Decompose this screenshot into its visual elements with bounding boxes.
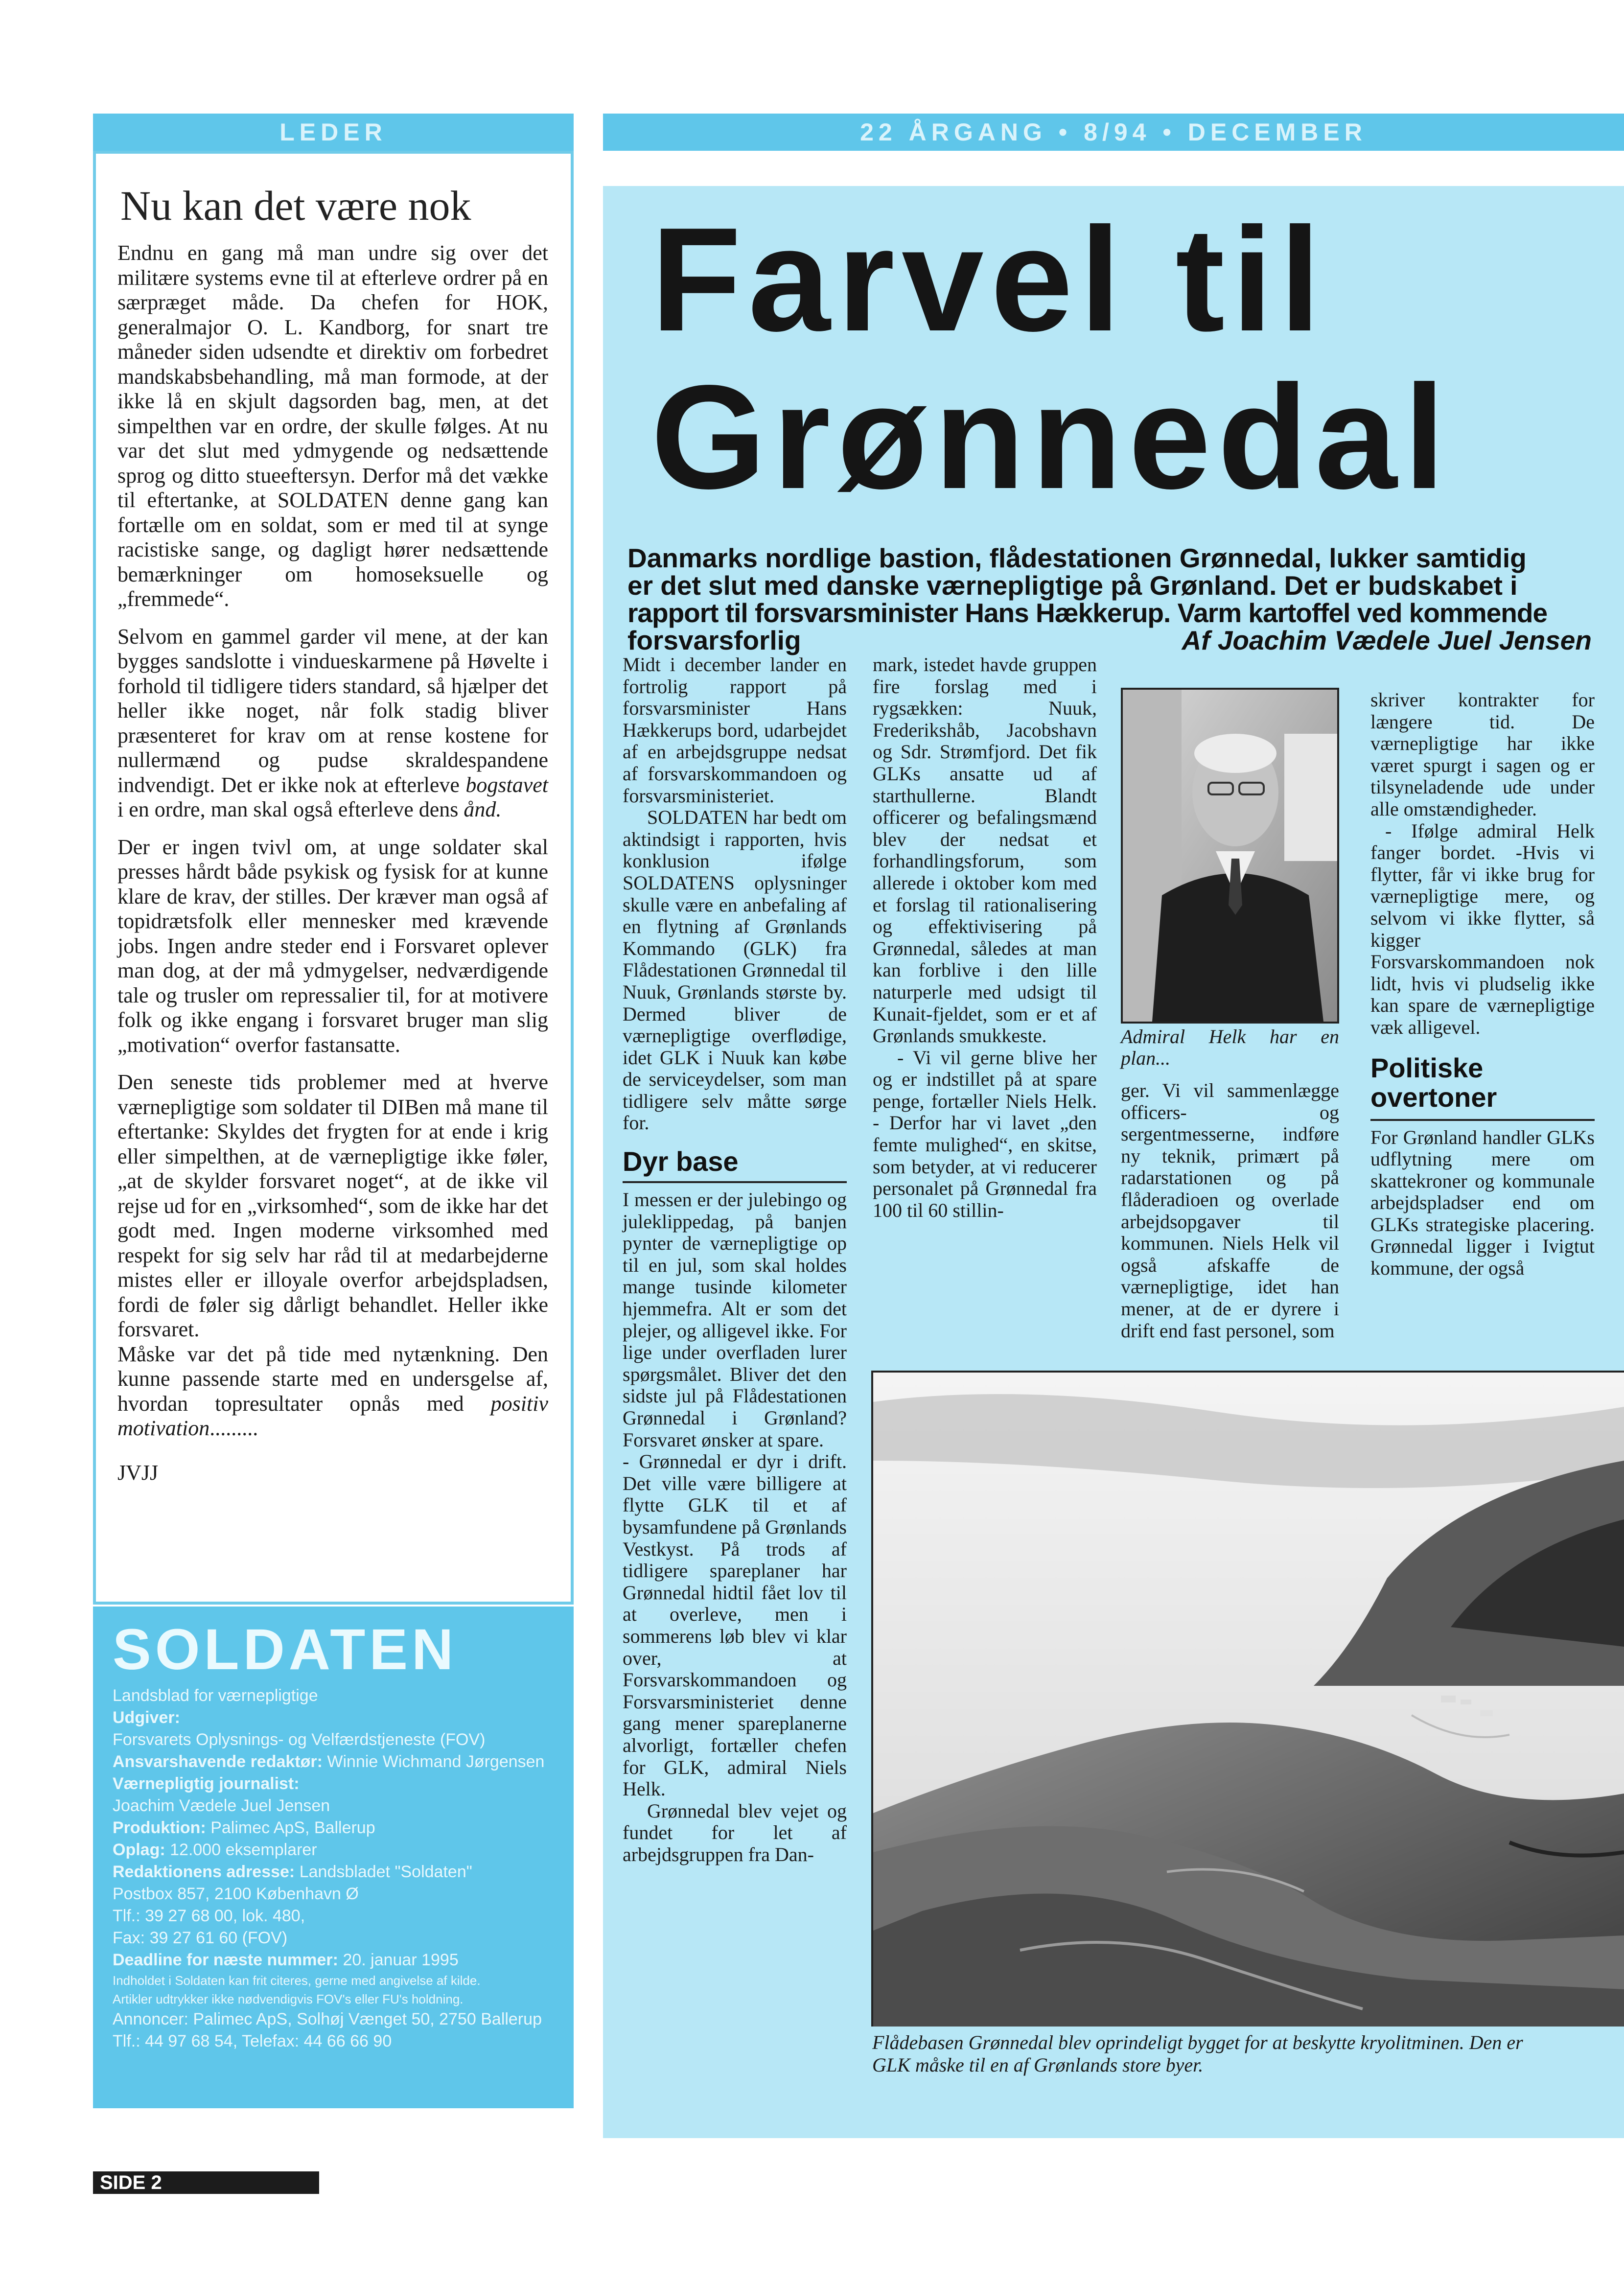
masthead-postbox: Postbox 857, 2100 København Ø (113, 1885, 359, 1903)
lead-line-1: Danmarks nordlige bastion, flådestationen Grønnedal, lukker samtidig (627, 543, 1527, 573)
leader-signature: JVJJ (117, 1460, 159, 1485)
leader-band-label: LEDER (279, 118, 387, 146)
article-column-3 (1121, 1080, 1339, 1342)
article-c1-p5: Grønnedal blev vejet og fundet for let af arbejdsgruppen fra Dan- (623, 1799, 847, 1865)
masthead-journalist: Joachim Vædele Juel Jensen (113, 1796, 330, 1815)
landscape-caption-line-1: Flådebasen Grønnedal blev oprindeligt bygget for at beskytte kryolitminen. Den er (872, 2031, 1523, 2053)
article-c1-p1: Midt i december lander en fortrolig rapport på forsvarsminister Hans Hækkerups bord, udarbejdet af en arbejdsgruppe nedsat af forsvarskommandoen og forsvarsministeriet. (623, 653, 847, 807)
masthead-publisher: Forsvarets Oplysnings- og Velfærdstjeneste (FOV) (113, 1730, 486, 1749)
masthead-circulation: Oplag: 12.000 eksemplarer (113, 1840, 317, 1859)
article-c2-p1: mark, istedet havde gruppen fire forslag med i rygsækken: Nuuk, Frederikshåb, Jacobshavn og Sdr. Strømfjord. Det fik GLKs ansatte ud af starthullerne. Blandt officerer og befalingsmænd blev der nedsat et forhandlingsforum, som allerede i oktober kom med et forslag til rationalisering og effektivisering på Grønnedal, således at man kan forblive i den lille naturperle med udsigt til Kunait-fjeldet, som er et af Grønlands smukkeste. (873, 653, 1097, 1047)
masthead-box (93, 1607, 574, 2108)
groennedal-aerial-image (873, 1373, 1624, 2027)
masthead-publisher-label: Udgiver: (113, 1708, 180, 1727)
subhead-rule (623, 1181, 847, 1183)
article-c4-p1: skriver kontrakter for længere tid. De værnepligtige har ikke været spurgt i sagen og er tilsyneladende ude under alle omstændigheder. (1370, 689, 1595, 820)
lead-line-2: er det slut med danske værnepligtige på Grønland. Det er budskabet i (627, 570, 1518, 601)
page-label (93, 2171, 319, 2194)
masthead-tagline: Landsblad for værnepligtige (113, 1686, 318, 1705)
subhead-rule-2 (1370, 1119, 1595, 1121)
issue-band (603, 114, 1624, 151)
masthead-phone: Tlf.: 39 27 68 00, lok. 480, (113, 1907, 305, 1925)
lead-line-3: rapport til forsvarsminister Hans Hækkerup. Varm kartoffel ved kommende (627, 598, 1548, 628)
leader-box (93, 151, 574, 1605)
headline-line-2: Grønnedal (651, 354, 1452, 519)
article-c3-p1: ger. Vi vil sammenlægge officers- og sergentmesserne, indføre ny teknik, primært på radarstationen og på flåderadioen og overlade arbejdsopgaver til kommunen. Niels Helk vil også afskaffe de værnepligtige, idet han mener, at de er dyrere i drift end fast personel, som (1121, 1079, 1339, 1342)
masthead-deadline: Deadline for næste nummer: 20. januar 1995 (113, 1951, 459, 1969)
lead-line-4: forsvarsforlig Af Joachim Vædele Juel Jensen (627, 625, 1592, 655)
headline (651, 197, 1605, 519)
landscape-caption (872, 2031, 1624, 2076)
masthead-logo: SOLDATEN (113, 1617, 458, 1682)
article-c4-p3: For Grønland handler GLKs udflytning mere om skattekroner og kommunale arbejdspladser end om GLKs strategiske placering. Grønnedal ligger i Ivigtut kommune, der også (1370, 1126, 1595, 1280)
article-c1-p2: SOLDATEN har bedt om aktindsigt i rapporten, hvis konklusion ifølge SOLDATENS oplysninger skulle være en anbefaling af en flytning af Grønlands Kommando (GLK) fra Flådestationen Grønnedal til Nuuk, Grønlands største by. Dermed bliver de værnepligtige overflødige, idet GLK i Nuuk kan købe de serviceydelser, som man tidligere selv måtte sørge for. (623, 806, 847, 1134)
subhead-dyr-base: Dyr base (623, 1146, 739, 1177)
subhead-politiske-overtoner: Politiske overtoner (1370, 1052, 1497, 1113)
lead-text (627, 544, 1606, 654)
masthead-address: Redaktionens adresse: Landsbladet "Soldaten" (113, 1863, 472, 1881)
photo-caption-line-2: plan... (1121, 1047, 1171, 1069)
photo-caption-line-1: Admiral Helk har en (1121, 1025, 1339, 1048)
article-c1-p3: I messen er der julebingo og juleklippedag, på banjen pynter de værnepligtige op til en jul, som skal holdes mange tusinde kilometer hjemmefra. Alt er som det plejer, og alligevel ikke. For lige under overfladen lurer spørgsmålet. Bliver det den sidste jul på Flådestationen Grønnedal i Grønland? Forsvaret ønsker at spare. (623, 1188, 847, 1451)
byline: Af Joachim Vædele Juel Jensen (1182, 625, 1592, 655)
article-column-2 (873, 654, 1097, 1221)
landscape-caption-line-2: GLK måske til en af Grønlands store byer. (872, 2054, 1204, 2076)
masthead-production: Produktion: Palimec ApS, Ballerup (113, 1818, 375, 1837)
masthead-ads-phone: Tlf.: 44 97 68 54, Telefax: 44 66 66 90 (113, 2032, 392, 2050)
masthead-fax: Fax: 39 27 61 60 (FOV) (113, 1929, 288, 1947)
issue-band-label: 22 ÅRGANG • 8/94 • DECEMBER (860, 118, 1367, 146)
leader-paragraph-5: Måske var det på tide med nytænkning. Den kunne passende starte med en undersgelse af, hvordan topresultater opnås med positiv motivation......... (117, 1342, 548, 1440)
headline-line-1: Farvel til (651, 197, 1328, 362)
leader-band (93, 114, 574, 151)
leader-paragraph-1: Endnu en gang må man undre sig over det militære systems evne til at efterleve ordrer på en særpræget måde. Da chefen for HOK, generalmajor O. L. Kandborg, for snart tre måneder siden udsendte et direktiv om forbedret mandskabsbehandling, må man formode, at der ikke lå en skjult dagsorden bag, men, at det simpelthen var en ordre, der skulle følges. At nu var det slut med ydmygende og nedsættende sprog og ditto stueeftersyn. Derfor må det vække til eftertanke, at SOLDATEN denne gang kan fortælle om en soldat, som er med til at synge racistiske sange, og dagligt hører nedsættende bemærkninger om homoseksuelle og „fremmede“. (117, 241, 548, 611)
masthead-note-1: Indholdet i Soldaten kan frit citeres, gerne med angivelse af kilde. (113, 1973, 481, 1988)
page-label-text: SIDE 2 (100, 2172, 162, 2193)
admiral-portrait-image (1123, 690, 1337, 1022)
article-column-4 (1370, 689, 1595, 1280)
masthead-ads: Annoncer: Palimec ApS, Solhøj Vænget 50, 2750 Ballerup (113, 2010, 542, 2028)
article-column-1 (623, 654, 847, 1865)
leader-body (117, 241, 548, 1498)
leader-title: Nu kan det være nok (120, 182, 471, 229)
masthead-note-2: Artikler udtrykker ikke nødvendigvis FOV's eller FU's holdning. (113, 1992, 464, 2006)
article-c4-p2: - Ifølge admiral Helk fanger bordet. -Hvis vi flytter, får vi ikke brug for værnepligtige mere, og selvom vi ikke flytter, så kigger Forsvarskommandoen nok lidt, hvis vi pludselig ikke kan spare de værnepligtige væk alligevel. (1370, 819, 1595, 1038)
leader-paragraph-4: Den seneste tids problemer med at hverve værnepligtige som soldater til DIBen må mane til eftertanke: Skyldes det frygten for at ende i krig eller simpelthen, at de værnepligtige ikke føler, „at de skylder forsvaret noget“, at de ikke vil rejse ud for en „virksomhed“, som de ikke har det godt med. Ingen moderne virksomhed med respekt for sig selv har råd til at medarbejderne mistes eller er illoyale overfor arbejdspladsen, fordi de føler sig dårligt behandlet. Heller ikke forsvaret. (117, 1070, 548, 1341)
admiral-photo (1121, 688, 1339, 1024)
article-c2-p2: - Vi vil gerne blive her og er indstillet på at spare penge, fortæller Niels Helk. - Derfor har vi lavet „den femte mulighed“, en skitse, som betyder, at vi reducerer personalet på Grønnedal fra 100 til 60 stillin- (873, 1046, 1097, 1221)
leader-paragraph-3: Der er ingen tvivl om, at unge soldater skal presses hårdt både psykisk og fysisk for at kunne klare de krav, der stilles. Der kræver man også af topidrætsfolk eller mennesker med krævende jobs. Ingen andre steder end i Forsvaret oplever man dog, at der må ydmygelser, nedværdigende tale og trusler om repressalier til, for at motivere folk og ikke engang i forsvaret bruger man slig „motivation“ overfor fastansatte. (117, 835, 548, 1057)
landscape-photo (871, 1371, 1624, 2027)
photo-caption (1121, 1026, 1339, 1069)
leader-paragraph-2: Selvom en gammel garder vil mene, at der kan bygges sandslotte i vindueskarmene på Høvelte i forhold til tidligere tiders standard, så hjælper det heller ikke noget, når folk stadig bliver præsenteret for krav om at rense kostene for nullermænd og pudse skraldespandene indvendigt. Det er ikke nok at efterleve bogstavet i en ordre, man skal også efterleve dens ånd. (117, 624, 548, 821)
masthead-journalist-label: Værnepligtig journalist: (113, 1774, 300, 1793)
masthead-editor: Ansvarshavende redaktør: Winnie Wichmand Jørgensen (113, 1752, 545, 1771)
article-c1-p4: - Grønnedal er dyr i drift. Det ville være billigere at flytte GLK til et af bysamfundene på Grønlands Vestkyst. På trods af tidligere spareplaner har Grønnedal hidtil fået lov til at overleve, men i sommerens løb blev vi klar over, at Forsvarskommandoen og Forsvarsministeriet denne gang mener spareplanerne alvorligt, fortæller chefen for GLK, admiral Niels Helk. (623, 1450, 847, 1800)
